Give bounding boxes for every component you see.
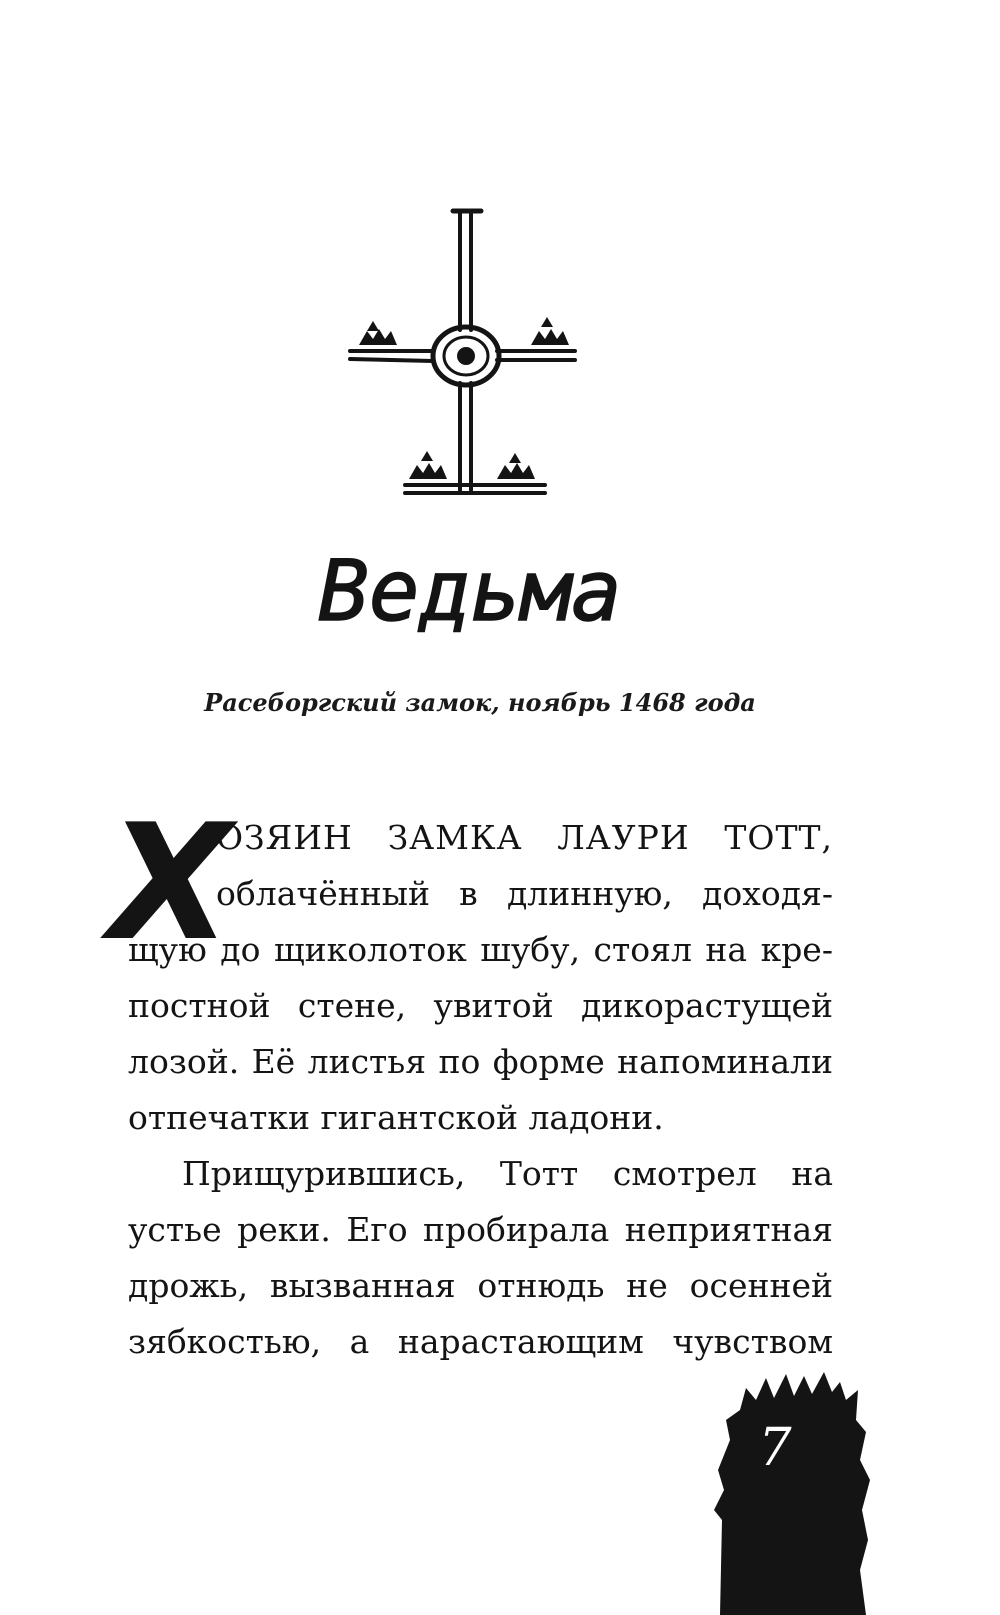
body-line: постной стене, увитой дикорастущей xyxy=(128,986,833,1025)
chapter-subtitle: Расеборгский замок, ноябрь 1468 года xyxy=(204,688,756,717)
body-line: устье реки. Его пробирала неприятная xyxy=(128,1210,833,1249)
body-line: дрожь, вызванная отнюдь не осенней xyxy=(128,1266,833,1305)
body-line: щую до щиколоток шубу, стоял на кре- xyxy=(128,930,833,969)
body-line: облачённый в длинную, доходя- xyxy=(216,874,833,913)
body-line: отпечатки гигантской ладони. xyxy=(128,1098,664,1137)
page-number: 7 xyxy=(758,1418,792,1478)
chapter-title xyxy=(0,540,1000,650)
body-line: ОЗЯИН ЗАМКА ЛАУРИ ТОТТ, xyxy=(216,818,833,857)
body-line: зябкостью, а нарастающим чувством xyxy=(128,1322,833,1361)
rune-cross-icon xyxy=(345,205,585,515)
chapter-title-text: Ведьма xyxy=(318,542,622,640)
page-number-tab xyxy=(700,1370,880,1615)
body-line: Прищурившись, Тотт смотрел на xyxy=(182,1154,833,1193)
body-line: лозой. Её листья по форме напоминали xyxy=(128,1042,833,1081)
drop-cap-letter: Х xyxy=(108,789,232,976)
